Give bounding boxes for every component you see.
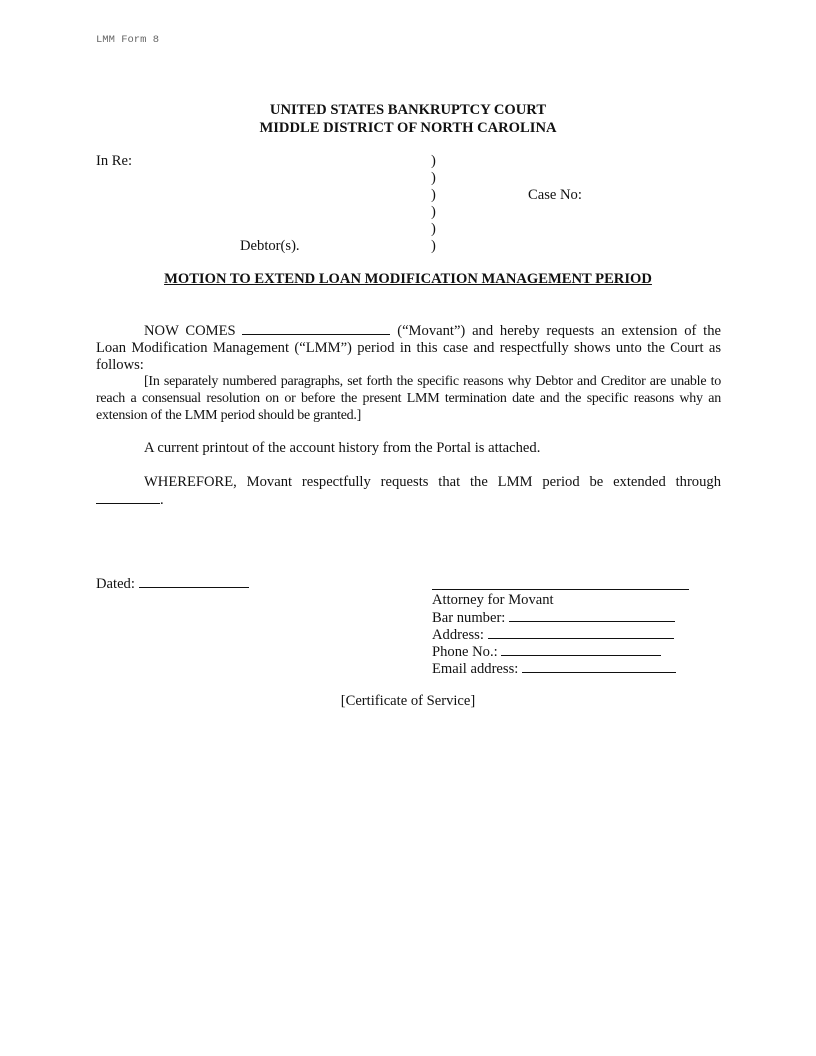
- caption-paren: ): [431, 204, 436, 220]
- extension-date-blank[interactable]: [96, 491, 160, 504]
- attachment-text: A current printout of the account history from the Portal is attached.: [144, 440, 541, 456]
- movant-name-blank[interactable]: [242, 322, 390, 335]
- extension-date-line: [96, 491, 164, 509]
- caption-paren: ): [431, 221, 436, 237]
- motion-title: MOTION TO EXTEND LOAN MODIFICATION MANAGEMENT PERIOD: [164, 271, 652, 287]
- form-label: LMM Form 8: [96, 34, 160, 46]
- address-label: Address:: [432, 627, 484, 643]
- instructions-text: [In separately numbered paragraphs, set forth the specific reasons why Debtor and Creditor are unable to reach a consensual resolution on or before the present LMM termination date and the specific reasons why an extension of the LMM period should be granted.]: [96, 374, 721, 423]
- court-name: UNITED STATES BANKRUPTCY COURT: [269, 102, 547, 118]
- period: .: [160, 492, 164, 508]
- attorney-label: Attorney for Movant: [432, 592, 554, 608]
- debtor-label: Debtor(s).: [240, 238, 300, 254]
- bar-number-label: Bar number:: [432, 610, 506, 626]
- bar-number-blank[interactable]: [509, 609, 675, 622]
- phone-field: [432, 643, 661, 661]
- caption-paren: ): [431, 170, 436, 186]
- paragraph-now-comes: [96, 322, 721, 374]
- paragraph-instructions: [96, 373, 721, 424]
- bar-number-field: [432, 609, 675, 627]
- paragraph-wherefore: [96, 474, 721, 491]
- dated-label: Dated:: [96, 576, 135, 592]
- address-field: [432, 626, 674, 644]
- phone-blank[interactable]: [501, 643, 661, 656]
- paragraph-attachment: [96, 440, 721, 457]
- in-re-label: In Re:: [96, 153, 133, 169]
- caption-paren: ): [431, 187, 436, 203]
- email-label: Email address:: [432, 661, 519, 677]
- address-blank[interactable]: [488, 626, 674, 639]
- signature-line[interactable]: [432, 589, 689, 590]
- now-comes-text: NOW COMES: [144, 323, 236, 339]
- email-blank[interactable]: [522, 660, 676, 673]
- case-number-label: Case No:: [528, 187, 582, 203]
- dated-blank[interactable]: [139, 575, 249, 588]
- email-field: [432, 660, 676, 678]
- court-district: MIDDLE DISTRICT OF NORTH CAROLINA: [259, 120, 557, 136]
- phone-label: Phone No.:: [432, 644, 498, 660]
- now-comes-rest: (“Movant”) and hereby requests an extension of the Loan Modification Management (“LMM”) period in this case and respectfully shows unto the Court as follows:: [96, 323, 721, 373]
- wherefore-text: WHEREFORE, Movant respectfully requests that the LMM period be extended through: [144, 474, 721, 490]
- certificate-of-service: [Certificate of Service]: [340, 693, 476, 709]
- caption-paren: ): [431, 153, 436, 169]
- dated-field: [96, 575, 249, 593]
- caption-paren: ): [431, 238, 436, 254]
